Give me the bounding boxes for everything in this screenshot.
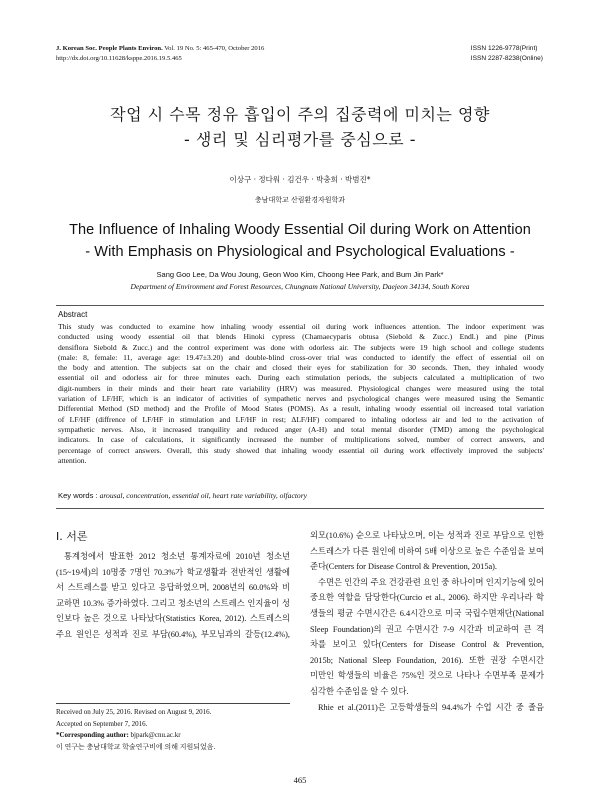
issn-online: ISSN 2287-8238(Online) — [470, 55, 543, 62]
abstract-line: Differential Method (SD method) and the Profile of Mood States (POMS). As a result, inhaling woody essential oil increased total variation — [58, 404, 544, 414]
abstract-line: conducted using woody essential oil that blends Hinoki cypress (Chamaecyparis obtusa (Siebold & Zucc.) Endl.) and pine (Pinus — [58, 332, 544, 342]
body-right-column — [310, 528, 544, 715]
english-title: The Influence of Inhaling Woody Essential Oil during Work on Attention — [69, 222, 531, 238]
body-line: 주요 원인은 성적과 진로 부담(60.4%), 부모님과의 갈등(12.4%), — [56, 629, 290, 639]
korean-title: 작업 시 수목 정유 흡입이 주의 집중력에 미치는 영향 — [110, 105, 490, 124]
body-line: 심각한 수준임을 알 수 있다. — [310, 686, 409, 696]
footnote — [56, 707, 215, 753]
body-line: 교하면 10.3% 증가하였다. 그리고 청소년의 스트레스 인지율이 성 — [56, 598, 290, 608]
doi-link[interactable]: http://dx.doi.org/10.11628/ksppe.2016.19.5.465 — [56, 55, 182, 62]
abstract-line: This study was conducted to examine how inhaling woody essential oil during work influences attention. The indoor experiment was — [58, 322, 544, 331]
body-line: (15~19세)의 10명중 7명인 70.3%가 학교생활과 전반적인 생활에 — [56, 567, 290, 577]
issn-block — [471, 44, 543, 64]
abstract-line: essential oil and odorless air for three minutes each. During each stimulation periods, the subjects calculated a multiplication of two — [58, 373, 544, 383]
received-date: Received on July 25, 2016. Revised on August 9, 2016. — [56, 708, 212, 716]
keywords — [58, 491, 307, 500]
issn-print: ISSN 1226-9778(Print) — [470, 45, 538, 52]
body-line: 수면은 인간의 주요 건강관련 요인 중 하나이며 인지기능에 있어 — [318, 577, 544, 587]
abstract-text — [58, 322, 544, 466]
body-line: 2015b; National Sleep Foundation, 2016). 또한 권장 수면시간 — [310, 655, 544, 665]
abstract-line: percentage of correct answers. Overall, this study showed that inhaling woody essential oil during work effectively improved the subjects' — [58, 445, 544, 455]
body-line: 스트레스가 다른 원인에 비하여 5배 이상으로 높은 수준임을 보여 — [310, 546, 544, 556]
journal-name: J. Korean Soc. People Plants Environ. — [56, 45, 163, 52]
body-line: Sleep Foundation)의 권고 수면시간 7-9 시간과 비교하여 큰 격 — [310, 624, 544, 634]
keywords-label: Key words : — [58, 491, 98, 500]
abstract-line: sympathetic nerves. Also, it increased tranquility and reduced anger (A-H) and total mental disorder (TMD) among the psychological — [58, 424, 544, 434]
body-line: 통계청에서 발표한 2012 청소년 통계자료에 2010년 청소년 — [64, 552, 290, 561]
footnote-divider — [56, 703, 290, 704]
body-left-column — [56, 549, 290, 643]
abstract-line: indicators. In case of calculations, it significantly increased the number of multiplications solved, number of correct answers, and — [58, 435, 544, 445]
abstract-line: attention. — [58, 455, 87, 465]
page-number: 465 — [293, 775, 307, 785]
english-authors: Sang Goo Lee, Da Wou Joung, Geon Woo Kim, Choong Hee Park, and Bum Jin Park* — [156, 270, 444, 279]
body-line: 인보다 높은 것으로 나타났다(Statistics Korea, 2012). 스트레스의 — [56, 614, 290, 624]
abstract-heading: Abstract — [58, 310, 88, 319]
english-subtitle: - With Emphasis on Physiological and Psychological Evaluations - — [85, 244, 515, 260]
abstract-line: variation of LF/HF, which is an indicator of activities of sympathetic nerves and psychological changes were measured using the Semantic — [58, 394, 544, 404]
body-line: Rhie et al.(2011)은 고등학생들의 94.4%가 수업 시간 중 졸음 — [318, 702, 544, 712]
body-line: 차를 보이고 있다(Centers for Disease Control & Prevention, — [310, 640, 544, 650]
korean-authors: 이상구 · 정다워 · 김건우 · 박충희 · 박범진* — [229, 175, 371, 184]
body-line: 중요한 역할을 담당한다(Curcio et al., 2006). 하지만 우리나라 학 — [310, 593, 544, 603]
abstract-line: digit-numbers in their minds and their heart rate variability (HRV) was measured. Physiological changes were measured using the total — [58, 383, 544, 393]
body-line: 준다(Centers for Disease Control & Prevention, 2015a). — [310, 562, 497, 572]
body-line: 서 스트레스를 받고 있다고 응답하였으며, 2008년의 60.0%와 비 — [56, 583, 290, 593]
korean-affiliation: 충남대학교 산림환경자원학과 — [254, 196, 346, 204]
body-line: 생들의 평균 수면시간은 6.4시간으로 미국 국립수면재단(National — [310, 608, 544, 618]
volume-info: Vol. 19 No. 5: 465-470, October 2016 — [164, 45, 265, 52]
section-heading: Ⅰ. 서론 — [56, 530, 88, 543]
accepted-date: Accepted on September 7, 2016. — [56, 719, 148, 728]
body-line: 미만인 학생들의 비율은 75%인 것으로 나타나 수면부족 문제가 — [310, 671, 544, 681]
korean-subtitle: - 생리 및 심리평가를 중심으로 - — [184, 130, 416, 149]
abstract-line: of LF/HF (diffrence of LF/HF in stimulation and LF/HF in rest; ΔLF/HF) compared to inhaling odorless air and led to the activation of — [58, 414, 544, 424]
corresponding-label: *Corresponding author: — [56, 731, 129, 740]
body-line: 외모(10.6%) 순으로 나타났으며, 이는 성적과 진로 부담으로 인한 — [310, 531, 544, 540]
journal-header — [56, 44, 264, 64]
keywords-values: arousal, concentration, essential oil, heart rate variability, olfactory — [99, 491, 308, 500]
abstract-line: the body and attention. The subjects sat on the chair and closed their eyes for stabilization for 30 seconds. Then, they inhaled woody — [58, 363, 544, 373]
english-department: Department of Environment and Forest Resources, Chungnam National University, Daejeon 34134, South Korea — [130, 282, 470, 291]
funding-note: 이 연구는 충남대학교 학술연구비에 의해 지원되었음. — [56, 742, 216, 751]
corresponding-email[interactable]: bjpark@cnu.ac.kr — [130, 731, 181, 740]
abstract-line: (male: 8, female: 11, average age: 19.47±3.20) and double-blind cross-over trial was conducted to identify the effect of essential oil on — [58, 352, 544, 362]
abstract-line: densiflora Siebold & Zucc.) and the control experiment was done with odorless air. The subjects were 19 high school and college students — [58, 342, 544, 352]
